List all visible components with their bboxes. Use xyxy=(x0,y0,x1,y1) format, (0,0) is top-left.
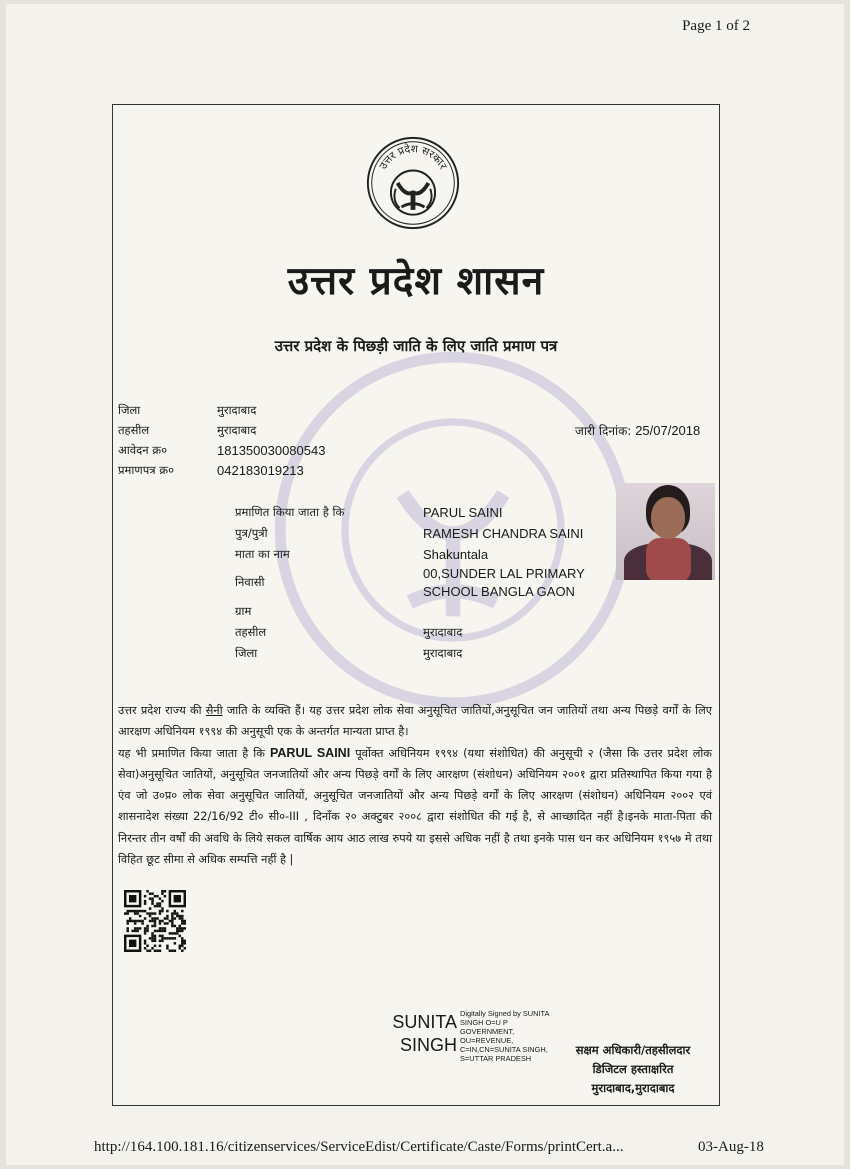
state-emblem xyxy=(365,135,461,231)
tehsil-label: तहसील xyxy=(118,423,150,437)
page-number: Page 1 of 2 xyxy=(682,18,750,34)
certificate-frame xyxy=(112,104,720,1106)
mother-name: Shakuntala xyxy=(423,547,489,562)
print-url: http://164.100.181.16/citizenservices/ServiceEdist/Certificate/Caste/Forms/printCert.a... xyxy=(94,1139,624,1155)
signer-name: SUNITA SINGH xyxy=(392,1012,457,1055)
document-page xyxy=(6,4,844,1165)
qr-code xyxy=(124,890,186,952)
certificate-no-label: प्रमाणपत्र क्र० xyxy=(118,463,175,477)
address-line-2: SCHOOL BANGLA GAON xyxy=(423,584,575,599)
application-no-value: 181350030080543 xyxy=(217,443,326,458)
caste-name: सैनी xyxy=(205,704,223,717)
district-label: जिला xyxy=(118,403,141,417)
svg-text:उत्तर प्रदेश सरकार: उत्तर प्रदेश सरकार xyxy=(377,143,449,172)
tehsil-value: मुरादाबाद xyxy=(217,423,257,437)
certificate-no-value: 042183019213 xyxy=(217,463,304,478)
digital-signature-details: Digitally Signed by SUNITA SINGH O=U P GOVERNMENT, OU=REVENUE, C=IN,CN=SUNITA SINGH, S=UTTAR PRADESH xyxy=(460,1009,549,1063)
para-person-name: PARUL SAINI xyxy=(269,745,351,760)
mother-label: माता का नाम xyxy=(235,547,290,561)
parent-label: पुत्र/पुत्री xyxy=(235,526,268,540)
person-tehsil-value: मुरादाबाद xyxy=(423,625,463,639)
issuing-officer: सक्षम अधिकारी/तहसीलदार डिजिटल हस्ताक्षरित मुरादाबाद,मुरादाबाद xyxy=(575,1043,691,1095)
certificate-subtitle: उत्तर प्रदेश के पिछड़ी जाति के लिए जाति प्रमाण पत्र xyxy=(274,337,558,355)
issue-date-value: 25/07/2018 xyxy=(635,423,701,438)
application-no-label: आवेदन क्र० xyxy=(118,443,168,457)
parent-name: RAMESH CHANDRA SAINI xyxy=(423,526,584,541)
issue-date xyxy=(575,422,700,439)
person-district-value: मुरादाबाद xyxy=(423,646,463,660)
person-tehsil-label: तहसील xyxy=(235,625,267,639)
district-value: मुरादाबाद xyxy=(217,403,257,417)
resident-label: निवासी xyxy=(235,575,265,589)
issue-date-label: जारी दिनांक: xyxy=(575,424,632,438)
certify-label: प्रमाणित किया जाता है कि xyxy=(235,505,345,519)
person-district-label: जिला xyxy=(235,646,258,660)
address-line-1: 00,SUNDER LAL PRIMARY xyxy=(423,566,585,581)
person-name: PARUL SAINI xyxy=(423,505,503,520)
print-date: 03-Aug-18 xyxy=(698,1139,764,1155)
village-label: ग्राम xyxy=(235,604,252,618)
applicant-photo xyxy=(616,483,715,580)
certificate-title: उत्तर प्रदेश शासन xyxy=(287,258,545,304)
certification-text: उत्तर प्रदेश राज्य की सैनी जाति के व्यक्ति हैं। यह उत्तर प्रदेश लोक सेवा अनुसूचित जातियों,अनुसूचित जन जातियों तथा अन्य पिछड़े वर्गों के लिए आरक्षण अधिनियम १९९४ की अनुसूची एक के अन्तर्गत मान्यता प्राप्त है। यह भी प्रमाणित किया जाता है कि PARUL SAINI पूर्वोक्त अधिनियम १९९४ (यथा संशोधित) की अनुसूची २ (जैसा कि उत्तर प्रदेश लोक सेवा)अनुसूचित जातियों, अनुसूचित जनजातियों और अन्य पिछड़े वर्गों के लिए आरक्षण (संशोधन) अधिनियम २००१ द्वारा प्रतिस्थापित किया गया है एंव जो उ०प्र० लोक सेवा अनुसूचित जातियों, अनुसूचित जनजातियों और अन्य पिछड़े वर्गों के लिए आरक्षण (संशोधन) अधिनियम २००२ एवं शासनादेश संख्या 22/16/92 टी० सी०-III , दिनाँक २० अक्टुबर २००८ द्वारा संशोधित की गई है, से आच्छादित नहीं है।इनके माता-पिता की निरन्तर तीन वर्षों की अवधि के लिये सकल वार्षिक आय आठ लाख रुपये या इससे अधिक नहीं है तथा इनके पास धन कर अधिनियम १९५७ मे तथा विहित छूट सीमा से अधिक सम्पत्ति नहीं है | xyxy=(118,704,712,867)
